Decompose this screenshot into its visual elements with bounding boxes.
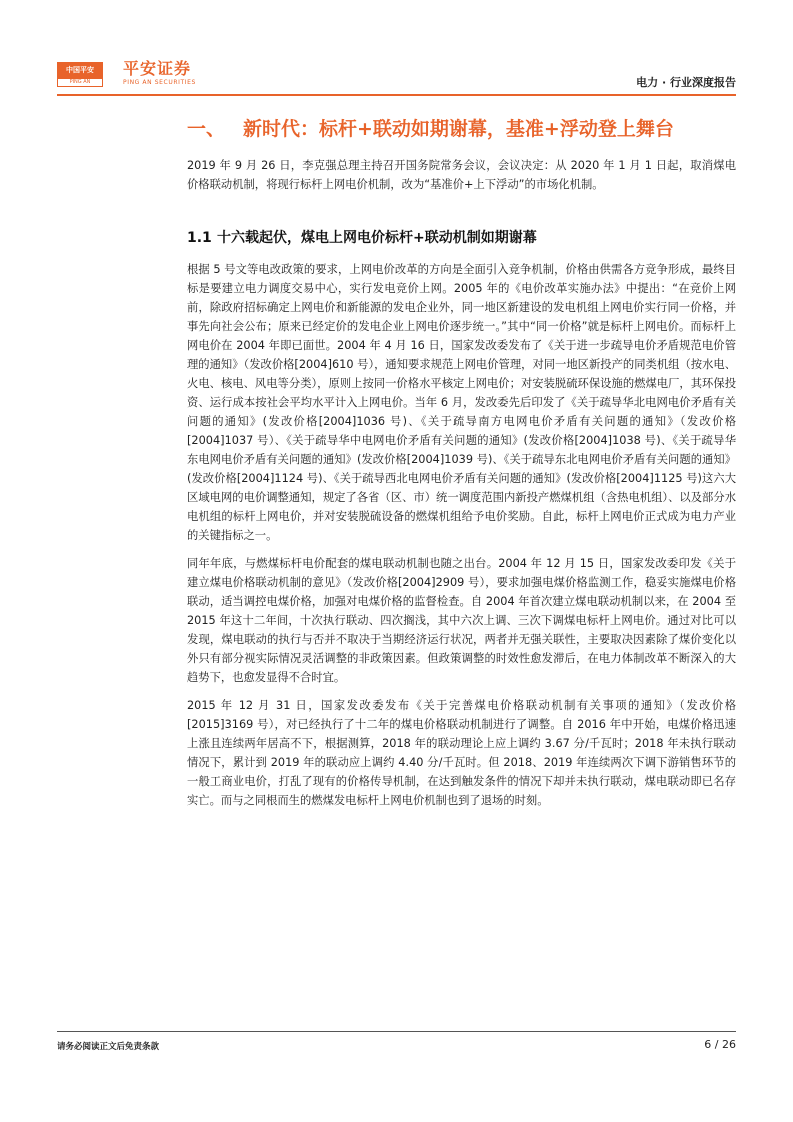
- page-number: 6 / 26: [704, 1038, 736, 1051]
- subsection-number: 1.1: [187, 230, 212, 246]
- main-content: [187, 116, 736, 819]
- subsection-heading: [187, 228, 736, 248]
- footer-disclaimer: 请务必阅读正文后免责条款: [57, 1042, 160, 1052]
- brand-en: PING AN SECURITIES: [123, 79, 196, 86]
- logo-bottom-text: PING AN: [57, 78, 103, 87]
- header-divider: [57, 94, 736, 96]
- logo-top-text: 中国平安: [57, 62, 103, 78]
- paragraph: 根据 5 号文等电改政策的要求，上网电价改革的方向是全面引入竞争机制，价格由供需各方竞争形成，最终目标是要建立电力调度交易中心，实行发电竞价上网。2005 年的《电价改革实施办法》中提出：“在竞价上网前，除政府招标确定上网电价和新能源的发电企业外，同一地区新建设的发电机组上网电价实行同一价格，并事先向社会公布；原来已经定价的发电企业上网电价逐步统一。”其中“同一价格”就是标杆上网电价。而标杆上网电价在 2004 年即已面世。2004 年 4 月 16 日，国家发改委发布了《关于进一步疏导电价矛盾规范电价管理的通知》（发改价格[2004]610 号），通知要求规范上网电价管理，对同一地区新投产的同类机组（按水电、火电、核电、风电等分类），原则上按同一价格水平核定上网电价；对安装脱硫环保设施的燃煤电厂，其环保投资、运行成本按社会平均水平计入上网电价。当年 6 月，发改委先后印发了《关于疏导华北电网电价矛盾有关问题的通知》(发改价格[2004]1036 号)、《关于疏导南方电网电价矛盾有关问题的通知》（发改价格[2004]1037 号）、《关于疏导华中电网电价矛盾有关问题的通知》(发改价格[2004]1038 号)、《关于疏导华东电网电价矛盾有关问题的通知》(发改价格[2004]1039 号)、《关于疏导东北电网电价矛盾有关问题的通知》(发改价格[2004]1124 号)、《关于疏导西北电网电价矛盾有关问题的通知》(发改价格[2004]1125 号)这六大区域电网的电价调整通知，规定了各省（区、市）统一调度范围内新投产燃煤机组（含热电机组）、以及部分水电机组的标杆上网电价，并对安装脱硫设备的燃煤机组给予电价奖励。自此，标杆上网电价正式成为电力产业的关键指标之一。: [187, 263, 736, 542]
- brand-name: [123, 60, 196, 87]
- paragraph: 2015 年 12 月 31 日，国家发改委发布《关于完善煤电价格联动机制有关事项的通知》（发改价格[2015]3169 号），对已经执行了十二年的煤电价格联动机制进行了调整。自 2016 年中开始，电煤价格迅速上涨且连续两年居高不下，根据测算，2018 年的联动理论上应上调约 3.67 分/千瓦时；2018 年未执行联动情况下，累计到 2019 年的联动应上调约 4.40 分/千瓦时。但 2018、2019 年连续两次下调下游销售环节的一般工商业电价，打乱了现有的价格传导机制，在达到触发条件的情况下却并未执行联动，煤电联动即已名存实亡。而与之同根而生的燃煤发电标杆上网电价机制也到了退场的时刻。: [187, 699, 736, 807]
- section-heading: [187, 116, 736, 142]
- pingan-logo: [57, 62, 103, 88]
- paragraph: 同年年底，与燃煤标杆电价配套的煤电联动机制也随之出台。2004 年 12 月 15 日，国家发改委印发《关于建立煤电价格联动机制的意见》（发改价格[2004]2909 号），要求加强电煤价格监测工作，稳妥实施煤电价格联动，适当调控电煤价格，加强对电煤价格的监督检查。自 2004 年首次建立煤电联动机制以来，在 2004 至 2015 年这十二年间，十次执行联动、四次搁浅，其中六次上调、三次下调煤电标杆上网电价。通过对比可以发现，煤电联动的执行与否并不取决于当期经济运行状况，两者并无强关联性，主要取决因素除了煤价变化以外只有部分视实际情况灵活调整的非政策因素。但政策调整的时效性愈发滞后，在电力体制改革不断深入的大趋势下，也愈发显得不合时宜。: [187, 557, 736, 684]
- brand-cn: 平安证券: [123, 59, 192, 78]
- report-type: 电力 · 行业深度报告: [636, 76, 736, 89]
- subsection-title: 十六载起伏，煤电上网电价标杆+联动机制如期谢幕: [217, 230, 537, 246]
- footer-divider: [57, 1031, 736, 1032]
- page-header: [57, 56, 736, 96]
- section-number: 一、: [187, 118, 226, 140]
- section-title: 新时代：标杆+联动如期谢幕，基准+浮动登上舞台: [243, 118, 674, 140]
- section-intro: 2019 年 9 月 26 日，李克强总理主持召开国务院常务会议，会议决定：从 2020 年 1 月 1 日起，取消煤电价格联动机制，将现行标杆上网电价机制，改为“基准价+上下浮动”的市场化机制。: [187, 159, 736, 191]
